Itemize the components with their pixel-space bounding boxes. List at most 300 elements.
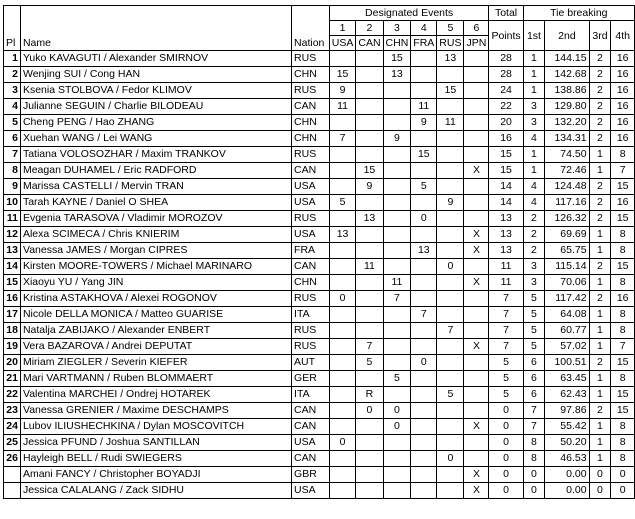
event-result-cell: 9 xyxy=(356,179,383,195)
nation-cell: CAN xyxy=(292,259,330,275)
event-number: 4 xyxy=(411,21,437,36)
event-result-cell: 11 xyxy=(437,115,464,131)
event-result-cell: X xyxy=(464,275,489,291)
rank-cell: 25 xyxy=(4,435,21,451)
skater-name-cell: Cheng PENG / Hao ZHANG xyxy=(20,115,291,131)
rank-cell: 7 xyxy=(4,147,21,163)
tiebreak-3rd-cell: 2 xyxy=(589,211,611,227)
skater-name-cell: Wenjing SUI / Cong HAN xyxy=(20,67,291,83)
tiebreak-1st-cell: 3 xyxy=(523,259,545,275)
nation-cell: CAN xyxy=(292,99,330,115)
tiebreak-3rd-cell: 2 xyxy=(589,83,611,99)
table-row xyxy=(4,243,635,259)
event-result-cell xyxy=(411,403,437,419)
event-code: USA xyxy=(329,36,356,51)
event-result-cell xyxy=(464,115,489,131)
event-result-cell xyxy=(329,307,356,323)
skater-name-cell: Ksenia STOLBOVA / Fedor KLIMOV xyxy=(20,83,291,99)
event-result-cell: 0 xyxy=(437,259,464,275)
rank-cell: 1 xyxy=(4,51,21,67)
event-result-cell xyxy=(383,259,411,275)
table-row xyxy=(4,291,635,307)
event-result-cell xyxy=(437,163,464,179)
event-result-cell xyxy=(329,259,356,275)
rank-cell: 12 xyxy=(4,227,21,243)
tiebreak-2nd-cell: 144.15 xyxy=(545,51,589,67)
tiebreak-1st-cell: 1 xyxy=(523,163,545,179)
points-cell: 0 xyxy=(489,451,523,467)
col-header-tb-4th: 4th xyxy=(611,21,635,51)
points-cell: 11 xyxy=(489,275,523,291)
event-code: CAN xyxy=(356,36,383,51)
tiebreak-4th-cell: 7 xyxy=(611,163,635,179)
event-result-cell xyxy=(383,323,411,339)
event-result-cell: X xyxy=(464,339,489,355)
points-cell: 5 xyxy=(489,387,523,403)
rank-cell: 16 xyxy=(4,291,21,307)
skater-name-cell: Yuko KAVAGUTI / Alexander SMIRNOV xyxy=(20,51,291,67)
tiebreak-4th-cell: 15 xyxy=(611,387,635,403)
rank-cell: 26 xyxy=(4,451,21,467)
tiebreak-2nd-cell: 65.75 xyxy=(545,243,589,259)
event-result-cell xyxy=(411,195,437,211)
event-result-cell: R xyxy=(356,387,383,403)
tiebreak-1st-cell: 3 xyxy=(523,275,545,291)
tiebreak-4th-cell: 16 xyxy=(611,115,635,131)
col-header-points: Points xyxy=(489,21,523,51)
skater-name-cell: Amani FANCY / Christopher BOYADJI xyxy=(20,467,291,483)
rank-cell xyxy=(4,483,21,499)
tiebreak-4th-cell: 8 xyxy=(611,371,635,387)
skater-name-cell: Meagan DUHAMEL / Eric RADFORD xyxy=(20,163,291,179)
event-result-cell xyxy=(437,243,464,259)
tiebreak-2nd-cell: 55.42 xyxy=(545,419,589,435)
event-result-cell xyxy=(356,435,383,451)
tiebreak-2nd-cell: 50.20 xyxy=(545,435,589,451)
event-result-cell xyxy=(411,83,437,99)
nation-cell: CAN xyxy=(292,419,330,435)
tiebreak-3rd-cell: 1 xyxy=(589,419,611,435)
nation-cell: CHN xyxy=(292,115,330,131)
table-row xyxy=(4,275,635,291)
tiebreak-1st-cell: 4 xyxy=(523,195,545,211)
tiebreak-1st-cell: 7 xyxy=(523,419,545,435)
table-row xyxy=(4,371,635,387)
event-result-cell xyxy=(464,259,489,275)
tiebreak-3rd-cell: 2 xyxy=(589,355,611,371)
tiebreak-1st-cell: 8 xyxy=(523,435,545,451)
rank-cell: 23 xyxy=(4,403,21,419)
event-result-cell xyxy=(329,243,356,259)
rank-cell: 6 xyxy=(4,131,21,147)
points-cell: 0 xyxy=(489,483,523,499)
tiebreak-2nd-cell: 129.80 xyxy=(545,99,589,115)
event-result-cell xyxy=(411,419,437,435)
event-result-cell: X xyxy=(464,483,489,499)
event-result-cell: 0 xyxy=(383,403,411,419)
event-result-cell xyxy=(329,419,356,435)
event-result-cell xyxy=(411,467,437,483)
skater-name-cell: Marissa CASTELLI / Mervin TRAN xyxy=(20,179,291,195)
event-result-cell: 13 xyxy=(411,243,437,259)
tiebreak-2nd-cell: 62.43 xyxy=(545,387,589,403)
event-result-cell xyxy=(464,211,489,227)
event-result-cell xyxy=(437,307,464,323)
tiebreak-4th-cell: 16 xyxy=(611,83,635,99)
nation-cell: RUS xyxy=(292,339,330,355)
tiebreak-2nd-cell: 138.86 xyxy=(545,83,589,99)
points-cell: 13 xyxy=(489,211,523,227)
event-result-cell: X xyxy=(464,243,489,259)
event-result-cell xyxy=(356,483,383,499)
tiebreak-3rd-cell: 2 xyxy=(589,259,611,275)
event-code: JPN xyxy=(464,36,489,51)
table-row xyxy=(4,211,635,227)
nation-cell: FRA xyxy=(292,243,330,259)
tiebreak-4th-cell: 7 xyxy=(611,339,635,355)
event-result-cell: 11 xyxy=(383,275,411,291)
skater-name-cell: Kirsten MOORE-TOWERS / Michael MARINARO xyxy=(20,259,291,275)
tiebreak-2nd-cell: 57.02 xyxy=(545,339,589,355)
points-cell: 13 xyxy=(489,243,523,259)
event-result-cell xyxy=(464,371,489,387)
rank-cell: 5 xyxy=(4,115,21,131)
skater-name-cell: Xiaoyu YU / Yang JIN xyxy=(20,275,291,291)
tiebreak-1st-cell: 0 xyxy=(523,467,545,483)
tiebreak-2nd-cell: 69.69 xyxy=(545,227,589,243)
rank-cell: 10 xyxy=(4,195,21,211)
skater-name-cell: Lubov ILIUSHECHKINA / Dylan MOSCOVITCH xyxy=(20,419,291,435)
tiebreak-3rd-cell: 1 xyxy=(589,163,611,179)
skater-name-cell: Hayleigh BELL / Rudi SWIEGERS xyxy=(20,451,291,467)
tiebreak-4th-cell: 15 xyxy=(611,259,635,275)
event-result-cell xyxy=(356,67,383,83)
event-result-cell xyxy=(437,227,464,243)
event-result-cell: 0 xyxy=(356,403,383,419)
event-result-cell: 15 xyxy=(437,83,464,99)
event-result-cell xyxy=(356,451,383,467)
event-result-cell xyxy=(437,435,464,451)
event-number: 2 xyxy=(356,21,383,36)
header-row-1 xyxy=(4,6,635,21)
points-cell: 20 xyxy=(489,115,523,131)
tiebreak-2nd-cell: 134.31 xyxy=(545,131,589,147)
event-result-cell: 15 xyxy=(411,147,437,163)
event-result-cell: 13 xyxy=(329,227,356,243)
points-cell: 14 xyxy=(489,195,523,211)
tiebreak-3rd-cell: 1 xyxy=(589,323,611,339)
event-result-cell xyxy=(383,179,411,195)
tiebreak-3rd-cell: 1 xyxy=(589,339,611,355)
col-header-nation: Nation xyxy=(292,6,330,51)
tiebreak-3rd-cell: 1 xyxy=(589,451,611,467)
table-row xyxy=(4,227,635,243)
skater-name-cell: Xuehan WANG / Lei WANG xyxy=(20,131,291,147)
points-cell: 7 xyxy=(489,291,523,307)
event-result-cell xyxy=(437,291,464,307)
tiebreak-4th-cell: 8 xyxy=(611,227,635,243)
event-result-cell: 9 xyxy=(437,195,464,211)
event-result-cell xyxy=(464,355,489,371)
event-code: CHN xyxy=(383,36,411,51)
event-result-cell: 5 xyxy=(437,387,464,403)
tiebreak-3rd-cell: 1 xyxy=(589,147,611,163)
rank-cell: 17 xyxy=(4,307,21,323)
tiebreak-3rd-cell: 2 xyxy=(589,67,611,83)
rank-cell: 15 xyxy=(4,275,21,291)
event-result-cell xyxy=(437,483,464,499)
event-result-cell xyxy=(437,211,464,227)
tiebreak-1st-cell: 0 xyxy=(523,483,545,499)
points-cell: 7 xyxy=(489,307,523,323)
tiebreak-1st-cell: 2 xyxy=(523,243,545,259)
tiebreak-1st-cell: 1 xyxy=(523,51,545,67)
event-result-cell xyxy=(383,467,411,483)
nation-cell: USA xyxy=(292,227,330,243)
nation-cell: RUS xyxy=(292,51,330,67)
nation-cell: AUT xyxy=(292,355,330,371)
tiebreak-4th-cell: 15 xyxy=(611,211,635,227)
event-result-cell xyxy=(411,275,437,291)
rank-cell: 11 xyxy=(4,211,21,227)
rank-cell xyxy=(4,467,21,483)
nation-cell: CHN xyxy=(292,131,330,147)
event-result-cell xyxy=(356,195,383,211)
rank-cell: 4 xyxy=(4,99,21,115)
table-row xyxy=(4,99,635,115)
standings-table xyxy=(3,5,635,499)
tiebreak-2nd-cell: 115.14 xyxy=(545,259,589,275)
event-result-cell xyxy=(383,195,411,211)
tiebreak-1st-cell: 6 xyxy=(523,355,545,371)
event-result-cell xyxy=(464,387,489,403)
event-result-cell: 5 xyxy=(329,195,356,211)
tiebreak-4th-cell: 8 xyxy=(611,419,635,435)
tiebreak-1st-cell: 4 xyxy=(523,179,545,195)
nation-cell: USA xyxy=(292,435,330,451)
tiebreak-2nd-cell: 46.53 xyxy=(545,451,589,467)
event-result-cell xyxy=(329,163,356,179)
event-result-cell xyxy=(437,99,464,115)
event-number: 5 xyxy=(437,21,464,36)
tiebreak-3rd-cell: 1 xyxy=(589,275,611,291)
points-cell: 28 xyxy=(489,67,523,83)
rank-cell: 14 xyxy=(4,259,21,275)
tiebreak-4th-cell: 8 xyxy=(611,323,635,339)
points-cell: 0 xyxy=(489,435,523,451)
nation-cell: RUS xyxy=(292,291,330,307)
tiebreak-3rd-cell: 2 xyxy=(589,291,611,307)
tiebreak-4th-cell: 16 xyxy=(611,51,635,67)
event-result-cell: 0 xyxy=(411,355,437,371)
event-result-cell: X xyxy=(464,227,489,243)
points-cell: 24 xyxy=(489,83,523,99)
tiebreak-3rd-cell: 2 xyxy=(589,115,611,131)
nation-cell: USA xyxy=(292,179,330,195)
event-result-cell xyxy=(464,451,489,467)
event-result-cell xyxy=(356,227,383,243)
tiebreak-1st-cell: 4 xyxy=(523,131,545,147)
points-cell: 11 xyxy=(489,259,523,275)
table-row xyxy=(4,323,635,339)
event-code: RUS xyxy=(437,36,464,51)
nation-cell: USA xyxy=(292,483,330,499)
event-result-cell xyxy=(356,419,383,435)
table-row xyxy=(4,467,635,483)
table-row xyxy=(4,195,635,211)
rank-cell: 22 xyxy=(4,387,21,403)
tiebreak-1st-cell: 3 xyxy=(523,115,545,131)
tiebreak-2nd-cell: 100.51 xyxy=(545,355,589,371)
event-result-cell: 13 xyxy=(356,211,383,227)
table-row xyxy=(4,179,635,195)
event-result-cell xyxy=(356,275,383,291)
tiebreak-3rd-cell: 1 xyxy=(589,307,611,323)
tiebreak-1st-cell: 1 xyxy=(523,83,545,99)
tiebreak-1st-cell: 6 xyxy=(523,387,545,403)
event-result-cell: 9 xyxy=(411,115,437,131)
event-result-cell: X xyxy=(464,419,489,435)
event-result-cell xyxy=(437,179,464,195)
table-row xyxy=(4,259,635,275)
rank-cell: 3 xyxy=(4,83,21,99)
tiebreak-1st-cell: 2 xyxy=(523,227,545,243)
tiebreak-2nd-cell: 126.32 xyxy=(545,211,589,227)
tiebreak-4th-cell: 16 xyxy=(611,291,635,307)
event-result-cell: 0 xyxy=(383,419,411,435)
event-result-cell xyxy=(383,339,411,355)
event-result-cell xyxy=(437,339,464,355)
tiebreak-4th-cell: 8 xyxy=(611,451,635,467)
event-result-cell xyxy=(356,147,383,163)
skater-name-cell: Vanessa GRENIER / Maxime DESCHAMPS xyxy=(20,403,291,419)
event-result-cell xyxy=(329,323,356,339)
nation-cell: ITA xyxy=(292,307,330,323)
event-result-cell xyxy=(383,483,411,499)
event-result-cell xyxy=(464,147,489,163)
points-cell: 28 xyxy=(489,51,523,67)
tiebreak-3rd-cell: 0 xyxy=(589,467,611,483)
tiebreak-3rd-cell: 1 xyxy=(589,435,611,451)
table-row xyxy=(4,147,635,163)
tiebreak-4th-cell: 8 xyxy=(611,307,635,323)
event-result-cell xyxy=(383,243,411,259)
rank-cell: 21 xyxy=(4,371,21,387)
event-result-cell: 11 xyxy=(329,99,356,115)
points-cell: 7 xyxy=(489,339,523,355)
event-result-cell xyxy=(464,435,489,451)
event-result-cell xyxy=(356,51,383,67)
col-header-tb-3rd: 3rd xyxy=(589,21,611,51)
event-result-cell xyxy=(329,403,356,419)
event-result-cell xyxy=(383,227,411,243)
tiebreak-2nd-cell: 60.77 xyxy=(545,323,589,339)
points-cell: 5 xyxy=(489,371,523,387)
event-result-cell xyxy=(464,83,489,99)
tiebreak-1st-cell: 5 xyxy=(523,323,545,339)
event-result-cell xyxy=(411,291,437,307)
col-header-designated-events: Designated Events xyxy=(329,6,489,21)
tiebreak-1st-cell: 6 xyxy=(523,371,545,387)
tiebreak-4th-cell: 16 xyxy=(611,67,635,83)
event-result-cell xyxy=(437,371,464,387)
tiebreak-2nd-cell: 63.45 xyxy=(545,371,589,387)
tiebreak-3rd-cell: 1 xyxy=(589,243,611,259)
skater-name-cell: Tarah KAYNE / Daniel O SHEA xyxy=(20,195,291,211)
rank-cell: 24 xyxy=(4,419,21,435)
tiebreak-4th-cell: 8 xyxy=(611,275,635,291)
event-result-cell: X xyxy=(464,467,489,483)
event-result-cell xyxy=(437,131,464,147)
event-result-cell xyxy=(437,419,464,435)
event-result-cell: 0 xyxy=(329,291,356,307)
tiebreak-1st-cell: 2 xyxy=(523,211,545,227)
event-result-cell xyxy=(329,467,356,483)
tiebreak-2nd-cell: 72.46 xyxy=(545,163,589,179)
event-result-cell xyxy=(437,355,464,371)
table-row xyxy=(4,419,635,435)
event-result-cell xyxy=(329,483,356,499)
event-result-cell xyxy=(329,147,356,163)
tiebreak-1st-cell: 5 xyxy=(523,291,545,307)
nation-cell: CHN xyxy=(292,275,330,291)
nation-cell: ITA xyxy=(292,387,330,403)
standings-sheet xyxy=(3,5,635,499)
table-row xyxy=(4,51,635,67)
table-row xyxy=(4,403,635,419)
nation-cell: USA xyxy=(292,195,330,211)
event-code: FRA xyxy=(411,36,437,51)
rank-cell: 18 xyxy=(4,323,21,339)
event-result-cell xyxy=(464,67,489,83)
event-result-cell xyxy=(356,371,383,387)
tiebreak-3rd-cell: 2 xyxy=(589,179,611,195)
nation-cell: CAN xyxy=(292,403,330,419)
col-header-tie-breaking: Tie breaking xyxy=(523,6,634,21)
points-cell: 16 xyxy=(489,131,523,147)
nation-cell: RUS xyxy=(292,147,330,163)
points-cell: 15 xyxy=(489,147,523,163)
event-result-cell xyxy=(464,131,489,147)
event-result-cell xyxy=(383,211,411,227)
tiebreak-3rd-cell: 2 xyxy=(589,131,611,147)
skater-name-cell: Kristina ASTAKHOVA / Alexei ROGONOV xyxy=(20,291,291,307)
nation-cell: CAN xyxy=(292,451,330,467)
tiebreak-3rd-cell: 1 xyxy=(589,227,611,243)
table-row xyxy=(4,163,635,179)
points-cell: 0 xyxy=(489,467,523,483)
event-result-cell xyxy=(356,291,383,307)
col-header-total: Total xyxy=(489,6,523,21)
tiebreak-3rd-cell: 2 xyxy=(589,99,611,115)
skater-name-cell: Miriam ZIEGLER / Severin KIEFER xyxy=(20,355,291,371)
event-result-cell xyxy=(329,211,356,227)
skater-name-cell: Nicole DELLA MONICA / Matteo GUARISE xyxy=(20,307,291,323)
nation-cell: GBR xyxy=(292,467,330,483)
event-result-cell xyxy=(464,179,489,195)
event-result-cell xyxy=(383,451,411,467)
tiebreak-4th-cell: 16 xyxy=(611,131,635,147)
table-row xyxy=(4,355,635,371)
event-result-cell xyxy=(356,467,383,483)
event-result-cell xyxy=(356,131,383,147)
event-result-cell xyxy=(437,67,464,83)
event-result-cell: 0 xyxy=(411,211,437,227)
table-row xyxy=(4,387,635,403)
points-cell: 15 xyxy=(489,163,523,179)
event-result-cell xyxy=(411,451,437,467)
event-result-cell xyxy=(329,51,356,67)
